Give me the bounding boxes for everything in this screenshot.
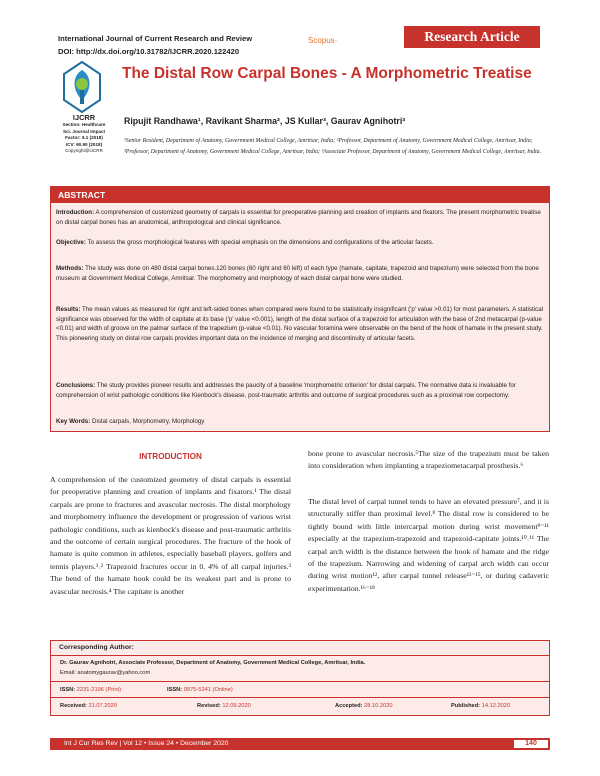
scopus-logo: Scopus· [308,36,338,45]
logo-icv: ICV: 90.90 (2018) [65,141,103,147]
journal-title: International Journal of Current Research and Review [58,34,253,43]
logo-impact: Sci. Journal Impact [62,128,106,134]
affiliations: ¹Senior Resident, Department of Anatomy, Government Medical College, Amritsar, India; ²Professor, Department of Anatomy, Government Medical College, Amritsar, India; ³Professor, Department of Anatomy, Government Medical College, Amritsar, India; ³Associate Professor, Department of Anatomy, Government Medical College, Amritsar, India. [124,138,542,156]
corresponding-author-panel [50,640,550,716]
accepted-date: Accepted: 28.10.2020 [335,703,393,709]
divider [51,697,549,698]
corresponding-author-name: Dr. Gaurav Agnihotri, Associate Professor, Department of Anatomy, Government Medical College, Amritsar, India. [60,660,366,666]
footer-citation: Int J Cur Res Rev | Vol 12 • Issue 24 • December 2020 [64,740,229,747]
abstract-panel [50,186,550,432]
abstract-objective: Objective: To assess the gross morphological features with special emphasis on the dimensions and configurations of the articular facets. [56,239,434,246]
abstract-introduction: Introduction: A comprehension of customized geometry of carpals is essential for preoperative planning and creation of implants and fixators. The present morphometric treatise on distal carpal bones has an anatomical, anthropological and clinical significance. [56,209,541,226]
introduction-right-paragraph-2: The distal level of carpal tunnel tends to have an elevated pressure⁷, and it is structurally stiffer than proximal level.⁸ The distal row is considered to be tightly bound with little intercarpal motion during wrist movement⁹⁻¹¹ especially at the trapezium-trapezoid and trapezoid-capitate joints.¹⁰˒¹¹ The carpal arch width is the distance between the hook of hamate and the ridge of the trapezium. Narrowing and widening of carpal arch width can occur during wrist motion¹², after carpal tunnel release¹²⁻¹⁵, or during cadaveric experimentation.¹⁶⁻¹⁸ [308,497,549,593]
abstract-conclusions: Conclusions: The study provides pioneer results and addresses the paucity of a baseline 'morphometric criterion' for distal carpals. The normative data is invaluable for comprehension of wrist pathologic conditions like Kienbock's disease, post-traumatic arthritis and outcome of surgical procedures such as a proximal row corpectomy. [56,382,516,399]
logo-caption [50,114,118,155]
abstract-heading: ABSTRACT [51,187,549,203]
doi-link[interactable]: DOI: http://dx.doi.org/10.31782/IJCRR.2020.122420 [58,47,240,56]
page-number: 140 [513,739,549,749]
corresponding-heading: Corresponding Author: [59,644,134,651]
logo-copyright: Copyright@IJCRR [65,148,103,154]
received-date: Received: 21.07.2020 [60,703,117,709]
logo-section: Section: Healthcare [62,122,106,127]
journal-header [58,32,252,58]
issn-print: ISSN: 2231-2196 (Print) [60,687,122,693]
logo-factor: Factor: 6.1 (2018) [65,135,103,141]
divider [51,681,549,682]
article-title: The Distal Row Carpal Bones - A Morphometric Treatise [122,65,532,82]
logo-name: IJCRR [72,113,96,122]
revised-date: Revised: 12.09.2020 [197,703,251,709]
published-date: Published: 14.12.2020 [451,703,511,709]
journal-logo-icon [62,60,102,114]
issn-online: ISSN: 0975-5241 (Online) [167,687,233,693]
introduction-left-paragraph: A comprehension of the customized geometry of distal carpals is essential for preoperative planning and creation of implants and fixators.¹ The distal carpals are prone to fractures and avascular necrosis. The distal morphology and morphometry influence the development or progression of various wrist pathologic conditions, such as kienbock's disease and post-traumatic arthritis and the outcome of certain surgical procedures. The fracture of the hook of hamate is quite common in athletes, especially baseball players, golfers and tennis players.¹˒² Trapezoid fractures occur in 0. 4% of all carpal injuries.³ The bend of the hamate hook could be its weakest part and is prone to avascular necrosis.⁴ The capitate is another [50,475,291,596]
abstract-keywords: Key Words: Distal carpals, Morphometry, Morphology [56,418,205,425]
footer-bar [50,738,550,750]
introduction-heading: INTRODUCTION [139,452,202,461]
author-list: Ripujit Randhawa¹, Ravikant Sharma², JS Kullar³, Gaurav Agnihotri³ [124,116,406,126]
divider [51,655,549,656]
article-type-badge: Research Article [404,26,540,48]
introduction-right-paragraph-1: bone prone to avascular necrosis.⁵The size of the trapezium must be taken into consideration when implanting a trapeziometacarpal prosthesis.⁶ [308,449,549,471]
corresponding-email[interactable]: Email: anatomygaurav@yahoo.com [60,670,151,676]
abstract-results: Results: The mean values as measured for right and left-sided bones when compared were found to be statistically insignificant ('p' value >0.01) for most parameters. A statistical significance was observed for the width of capitate at its base ('p' value <0.001), length of the distal surface of a trapezoid for articulation with the base of 2nd metacarpal (p-value <0.01) and width of groove on the palmar surface of the trapezium (p-value <0.01). No vascular foramina were observable on the bend of the hook of hamate in the present study. This pioneering study on distal row carpals provides important data on the incidence of merging and discontinuity of articular facets. [56,306,544,342]
abstract-methods: Methods: The study was done on 480 distal carpal bones.120 bones (60 right and 60 left) of each type (hamate, capitate, trapezoid and trapezium) were selected from the bone museum at Government Medical College, Amritsar. The morphometry and morphology of each distal carpal bone were studied. [56,265,539,282]
